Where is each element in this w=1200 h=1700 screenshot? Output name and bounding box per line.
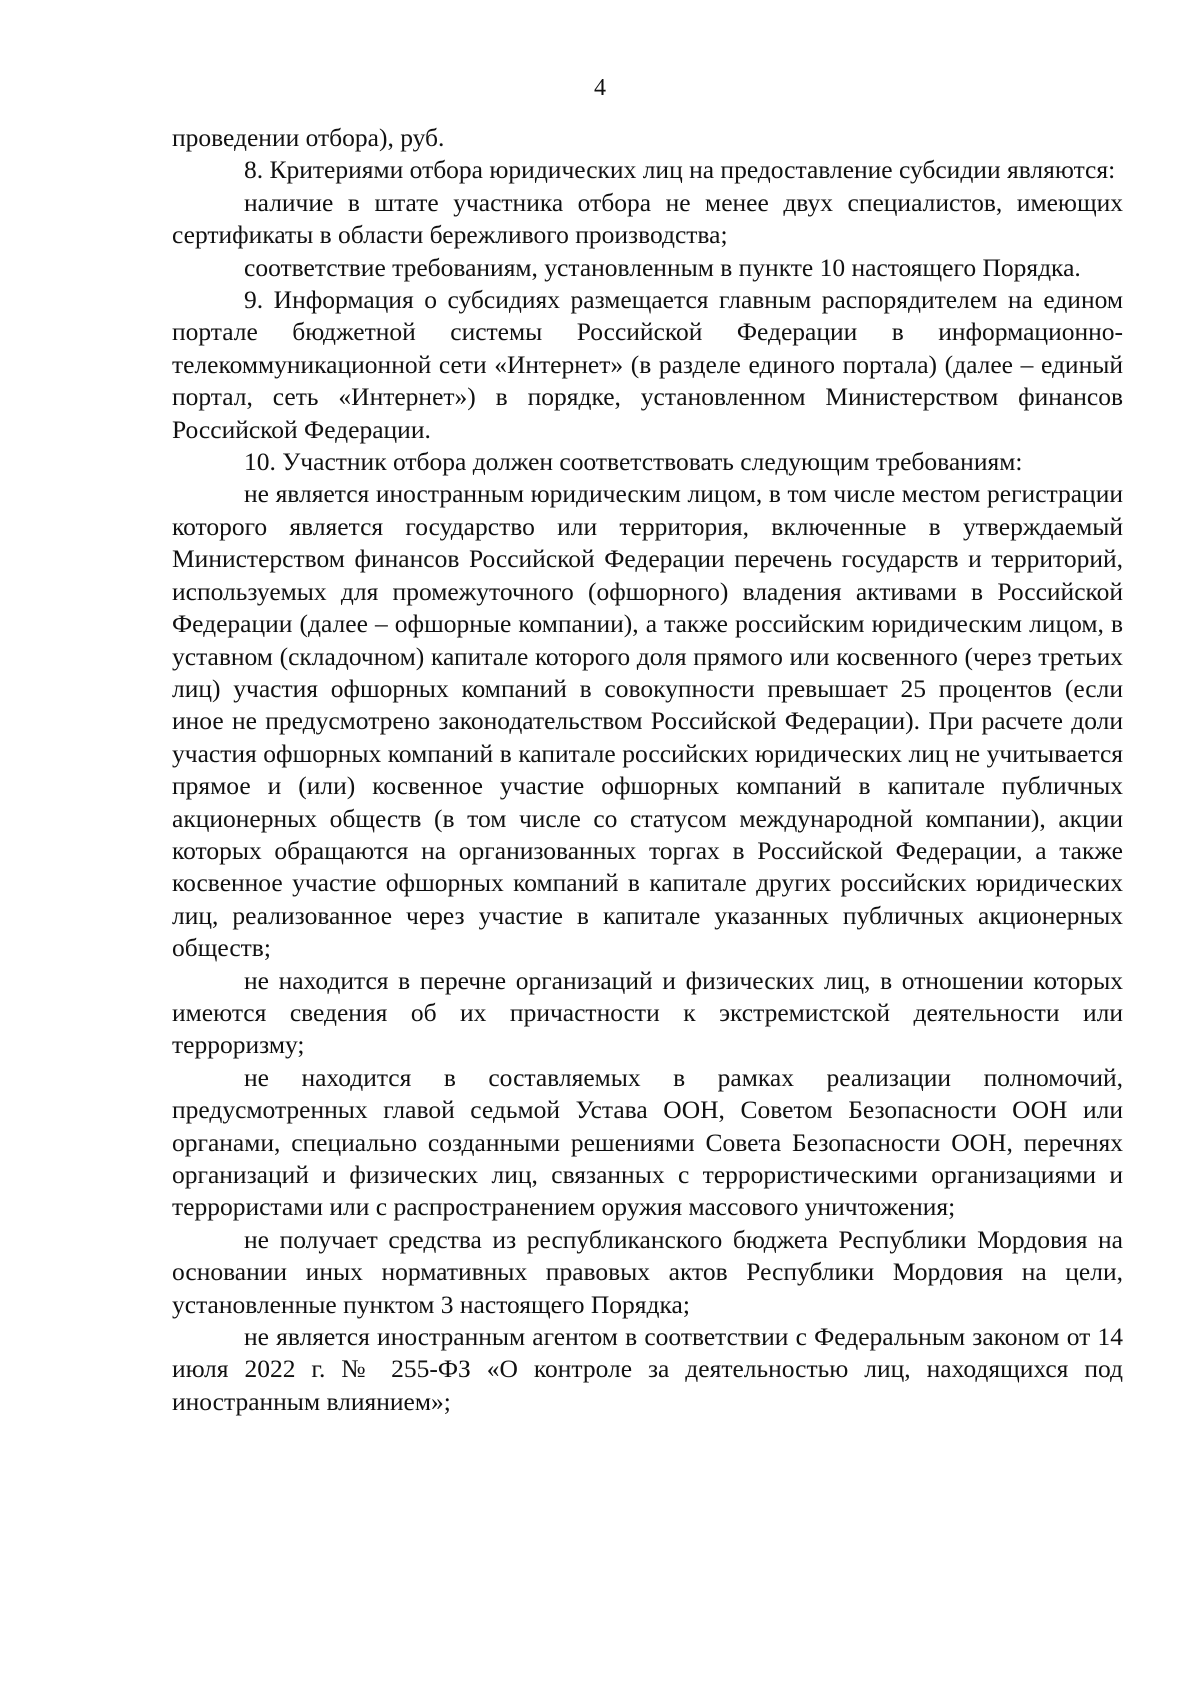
paragraph-requirement-offshore: не является иностранным юридическим лицом, в том числе местом регистрации которого является государство или территория, включенные в утверждаемый Министерством финансов Российской Федерации перечень государств и территорий, используемых для промежуточного (офшорного) владения активами в Российской Федерации (далее – офшорные компании), а также российским юридическим лицом, в уставном (складочном) капитале которого доля прямого или косвенного (через третьих лиц) участия офшорных компаний в совокупности превышает 25 процентов (если иное не предусмотрено законодательством Российской Федерации). При расчете доли участия офшорных компаний в капитале российских юридических лиц не учитывается прямое и (или) косвенное участие офшорных компаний в капитале публичных акционерных обществ (в том числе со статусом международной компании), акции которых обращаются на организованных торгах в Российской Федерации, а также косвенное участие офшорных компаний в капитале других российских юридических лиц, реализованное через участие в капитале указанных публичных акционерных обществ; <box>172 479 1123 963</box>
paragraph-continuation: проведении отбора), руб. <box>172 123 445 152</box>
paragraph-requirement-extremism: не находится в перечне организаций и физических лиц, в отношении которых имеются сведения об их причастности к экстремистской деятельности или терроризму; <box>172 965 1123 1060</box>
paragraph-item-9: 9. Информация о субсидиях размещается главным распорядителем на едином портале бюджетной системы Российской Федерации в информационно-телекоммуникационной сети «Интернет» (в разделе единого портала) (далее – единый портал, сеть «Интернет») в порядке, установленном Министерством финансов Российской Федерации. <box>172 285 1123 444</box>
paragraph-criterion-requirements: соответствие требованиям, установленным в пункте 10 настоящего Порядка. <box>244 252 1081 282</box>
page-number: 4 <box>594 75 606 101</box>
document-body <box>172 122 1123 1418</box>
paragraph-requirement-un-lists: не находится в составляемых в рамках реализации полномочий, предусмотренных главой седьмой Устава ООН, Советом Безопасности ООН или органами, специально созданными решениями Совета Безопасности ООН, перечнях организаций и физических лиц, связанных с террористическими организациями и террористами или с распространением оружия массового уничтожения; <box>172 1062 1123 1222</box>
paragraph-requirement-foreign-agent: не является иностранным агентом в соответствии с Федеральным законом от 14 июля 2022 г. № 255-ФЗ «О контроле за деятельностью лиц, находящихся под иностранным влиянием»; <box>172 1322 1123 1416</box>
paragraph-item-8: 8. Критериями отбора юридических лиц на предоставление субсидии являются: <box>244 155 1116 185</box>
paragraph-item-10: 10. Участник отбора должен соответствовать следующим требованиям: <box>244 447 1023 477</box>
paragraph-criterion-specialists: наличие в штате участника отбора не менее двух специалистов, имеющих сертификаты в области бережливого производства; <box>172 187 1123 250</box>
paragraph-requirement-budget: не получает средства из республиканского бюджета Республики Мордовия на основании иных нормативных правовых актов Республики Мордовия на цели, установленные пунктом 3 настоящего Порядка; <box>172 1224 1123 1319</box>
